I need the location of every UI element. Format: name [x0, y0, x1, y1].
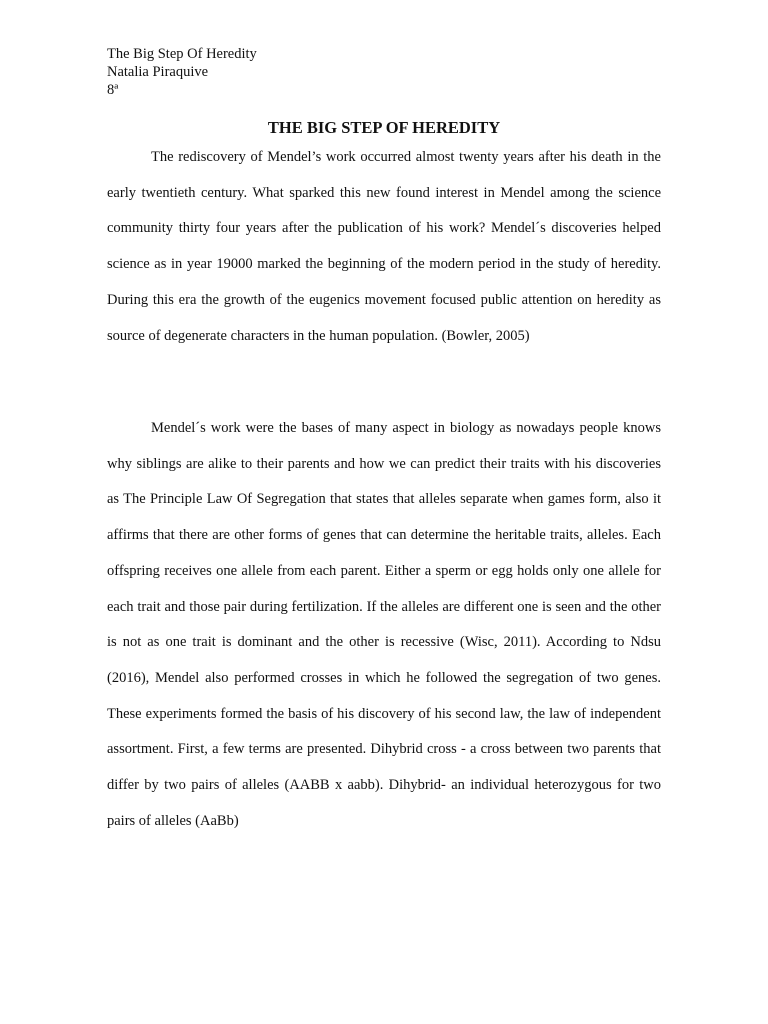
header-author: Natalia Piraquive	[107, 64, 209, 80]
header-grade: 8ª	[107, 82, 119, 98]
header-title: The Big Step Of Heredity	[107, 46, 257, 62]
document-header	[107, 45, 257, 99]
paragraph-1: The rediscovery of Mendel’s work occurred almost twenty years after his death in the early twentieth century. What sparked this new found interest in Mendel among the science community thirty four years after the publication of his work? Mendel´s discoveries helped science as in year 19000 marked the beginning of the modern period in the study of heredity. During this era the growth of the eugenics movement focused public attention on heredity as source of degenerate characters in the human population. (Bowler, 2005)	[107, 149, 661, 344]
document-title: THE BIG STEP OF HEREDITY	[267, 118, 501, 137]
paragraph-2: Mendel´s work were the bases of many aspect in biology as nowadays people knows why siblings are alike to their parents and how we can predict their traits with his discoveries as The Principle Law Of Segregation that states that alleles separate when games form, also it affirms that there are other forms of genes that can determine the heritable traits, alleles. Each offspring receives one allele from each parent. Either a sperm or egg holds only one allele for each trait and those pair during fertilization. If the alleles are different one is seen and the other is not as one trait is dominant and the other is recessive (Wisc, 2011). According to Ndsu (2016), Mendel also performed crosses in which he followed the segregation of two genes. These experiments formed the basis of his discovery of his second law, the law of independent assortment. First, a few terms are presented. Dihybrid cross - a cross between two parents that differ by two pairs of alleles (AABB x aabb). Dihybrid- an individual heterozygous for two pairs of alleles (AaBb)	[107, 420, 661, 829]
